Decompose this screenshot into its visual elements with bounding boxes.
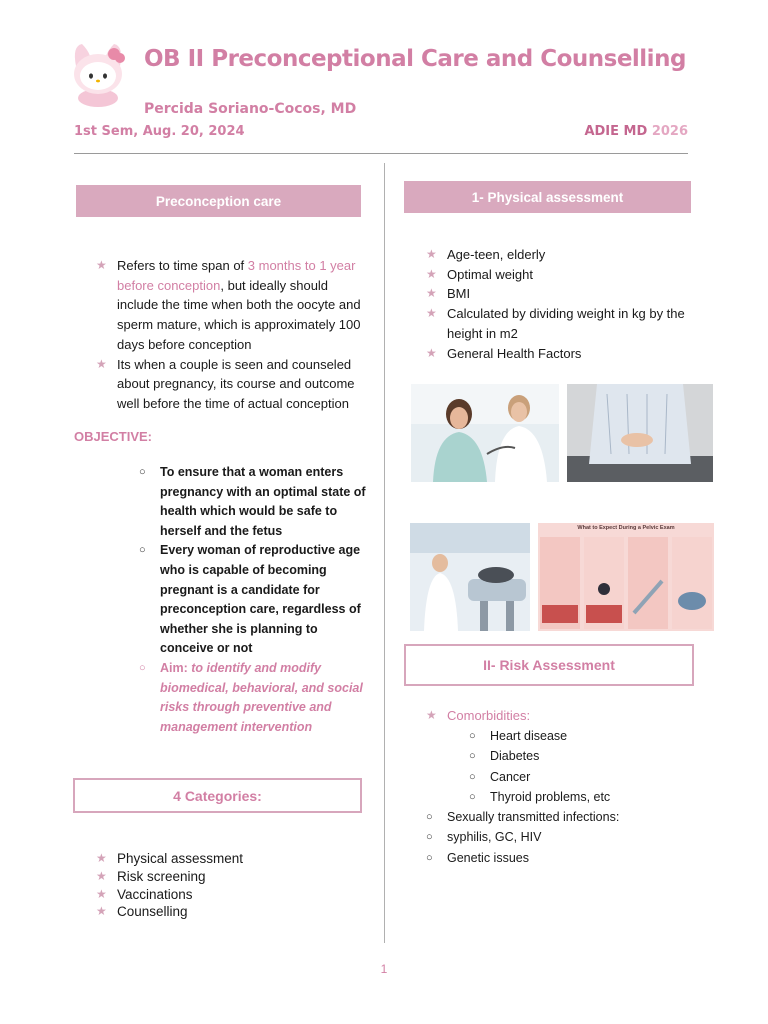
- list-item: ★ Refers to time span of 3 months to 1 year before conception, but ideally should include the time when both the oocyte and sperm mature, which is approximately 100 days before conception: [96, 256, 366, 355]
- list-item: ○ To ensure that a woman enters pregnancy with an optimal state of health which would be safe to herself and the fetus: [139, 463, 369, 541]
- categories-header: 4 Categories:: [73, 778, 362, 813]
- mascot-icon: [62, 36, 134, 108]
- comorbidities-sublist: [469, 726, 689, 807]
- list-item: ○ Diabetes: [469, 746, 689, 766]
- page-number: 1: [380, 962, 388, 976]
- comorbidities-list: [426, 706, 696, 726]
- list-item: ★ Counselling: [96, 903, 346, 921]
- pelvic-exam-infographic: [538, 523, 714, 631]
- list-item: ○ Heart disease: [469, 726, 689, 746]
- batch-prefix: ADIE MD: [584, 124, 648, 139]
- list-item: ★ Its when a couple is seen and counseled about pregnancy, its course and outcome well before the time of actual conception: [96, 355, 366, 414]
- list-item: ★ General Health Factors: [426, 344, 696, 364]
- physical-assessment-header: 1- Physical assessment: [404, 181, 691, 213]
- doctor-exam-photo: [411, 384, 559, 482]
- author-name: Percida Soriano-Cocos, MD: [144, 101, 357, 117]
- list-item: ○ syphilis, GC, HIV: [426, 827, 696, 847]
- list-item: ○ Genetic issues: [426, 848, 696, 868]
- preconception-care-header: Preconception care: [76, 185, 361, 217]
- objective-list: [139, 463, 369, 737]
- categories-list: [96, 850, 346, 921]
- gynecology-exam-photo: [410, 523, 530, 631]
- list-item: ○ Every woman of reproductive age who is capable of becoming pregnant is a candidate for preconception care, regardless of whether she is planning to conceive or not: [139, 541, 369, 659]
- batch-year: 2026: [651, 124, 688, 139]
- comorbidities-label: ★ Comorbidities:: [426, 706, 696, 726]
- list-item: ○ Thyroid problems, etc: [469, 787, 689, 807]
- aim-item: ○ Aim: to identify and modify biomedical, behavioral, and social risks through preventive and management intervention: [139, 659, 369, 737]
- objective-label: OBJECTIVE:: [74, 429, 153, 444]
- list-item: ★ Vaccinations: [96, 886, 346, 904]
- header-divider: [74, 153, 688, 154]
- list-item: ★ Physical assessment: [96, 850, 346, 868]
- list-item: ★ Calculated by dividing weight in kg by the height in m2: [426, 304, 696, 343]
- semester-date: 1st Sem, Aug. 20, 2024: [74, 124, 245, 139]
- patient-gown-photo: [567, 384, 713, 482]
- column-divider: [384, 163, 385, 943]
- document-title: OB II Preconceptional Care and Counselling: [144, 46, 686, 72]
- risk-assessment-header: II- Risk Assessment: [404, 644, 694, 686]
- list-item: ★ Optimal weight: [426, 265, 696, 285]
- list-item: ★ BMI: [426, 284, 696, 304]
- list-item: ★ Age-teen, elderly: [426, 245, 696, 265]
- preconception-bullets: [96, 256, 366, 414]
- other-risks-list: [426, 807, 696, 868]
- list-item: ★ Risk screening: [96, 868, 346, 886]
- physical-assessment-list: [426, 245, 696, 363]
- time-span-highlight: 3 months to 1 year before conception: [117, 258, 356, 293]
- list-item: ○ Cancer: [469, 767, 689, 787]
- infographic-heading: What to Expect During a Pelvic Exam: [577, 525, 675, 531]
- batch-label: [584, 124, 688, 139]
- list-item: ○ Sexually transmitted infections:: [426, 807, 696, 827]
